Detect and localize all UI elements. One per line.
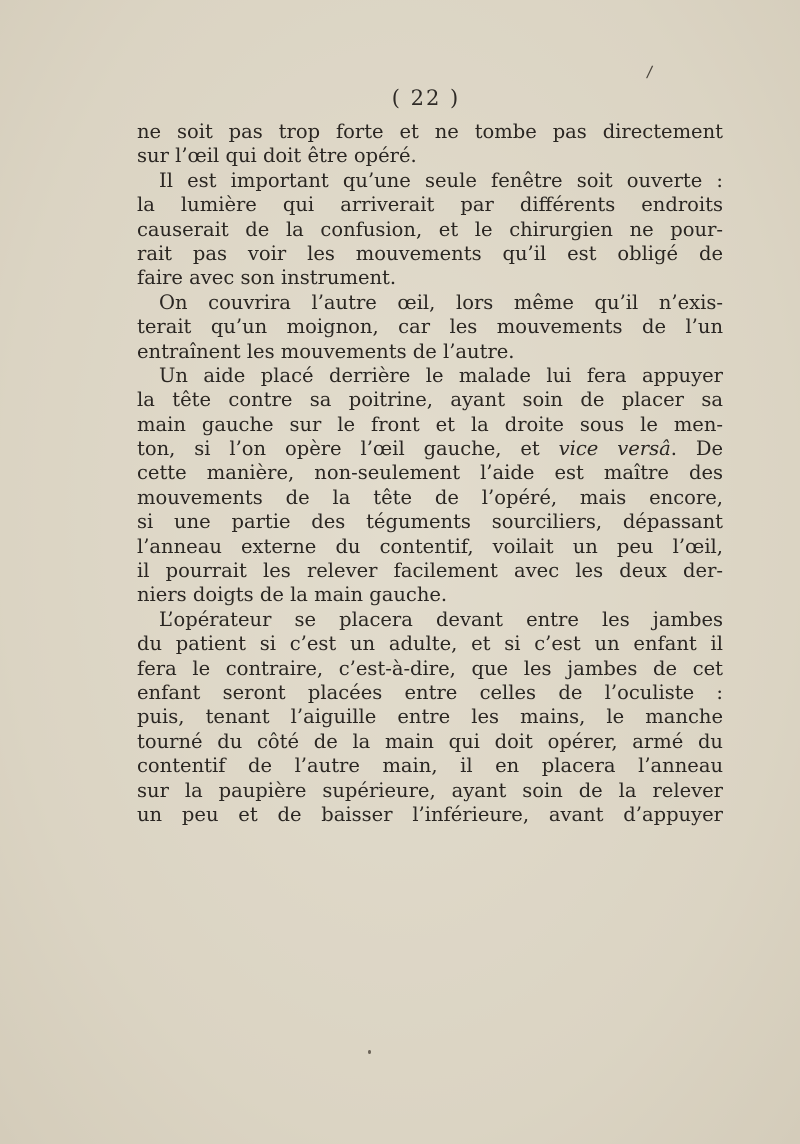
text-line: un peu et de baisser l’inférieure, avant d’appuyer — [137, 802, 723, 826]
text-line: entraînent les mouvements de l’autre. — [137, 339, 515, 363]
text-line: main gauche sur le front et la droite sous le men- — [137, 412, 723, 436]
text-line: la lumière qui arriverait par différents endroits — [137, 193, 723, 217]
text-line: rait pas voir les mouvements qu’il est obligé de — [137, 241, 723, 265]
text-line: sur la paupière supérieure, ayant soin de la relever — [137, 778, 723, 802]
text-line: contentif de l’autre main, il en placera l’anneau — [137, 754, 723, 778]
text-line: Il est important qu’une seule fenêtre soit ouverte : — [159, 168, 723, 192]
text-line: cette manière, non-seulement l’aide est maître des — [137, 461, 723, 485]
page-number: ( 22 ) — [391, 86, 461, 110]
text-line: enfant seront placées entre celles de l’oculiste : — [137, 680, 723, 704]
ink-speck — [368, 1050, 371, 1054]
text-line: terait qu’un moignon, car les mouvements de l’un — [137, 315, 723, 339]
text-line: la tête contre sa poitrine, ayant soin de placer sa — [137, 388, 723, 412]
text-line: causerait de la confusion, et le chirurgien ne pour- — [137, 217, 723, 241]
text-line: puis, tenant l’aiguille entre les mains, le manche — [137, 705, 723, 729]
text-line: L’opérateur se placera devant entre les jambes — [159, 607, 723, 631]
text-line: mouvements de la tête de l’opéré, mais encore, — [137, 485, 723, 509]
text-line: fera le contraire, c’est-à-dire, que les jambes de cet — [137, 656, 723, 680]
text-line: si une partie des téguments sourciliers, dépassant — [137, 510, 723, 534]
body-text — [137, 120, 723, 827]
text-line: il pourrait les relever facilement avec les deux der- — [137, 559, 723, 583]
corner-mark: / — [645, 61, 654, 82]
text-line: On couvrira l’autre œil, lors même qu’il n’exis- — [159, 290, 723, 314]
text-line: ne soit pas trop forte et ne tombe pas directement — [137, 120, 723, 143]
text-line: l’anneau externe du contentif, voilait un peu l’œil, — [137, 534, 723, 558]
text-line: du patient si c’est un adulte, et si c’est un enfant il — [137, 632, 723, 656]
text-line: ton, si l’on opère l’œil gauche, et vice versâ. De — [137, 437, 723, 461]
text-line: Un aide placé derrière le malade lui fera appuyer — [159, 363, 723, 387]
text-line: tourné du côté de la main qui doit opérer, armé du — [137, 729, 723, 753]
italic-phrase: vice versâ — [558, 437, 671, 461]
text-line: faire avec son instrument. — [137, 266, 397, 290]
text-line: sur l’œil qui doit être opéré. — [137, 144, 417, 168]
text-line: niers doigts de la main gauche. — [137, 583, 448, 607]
